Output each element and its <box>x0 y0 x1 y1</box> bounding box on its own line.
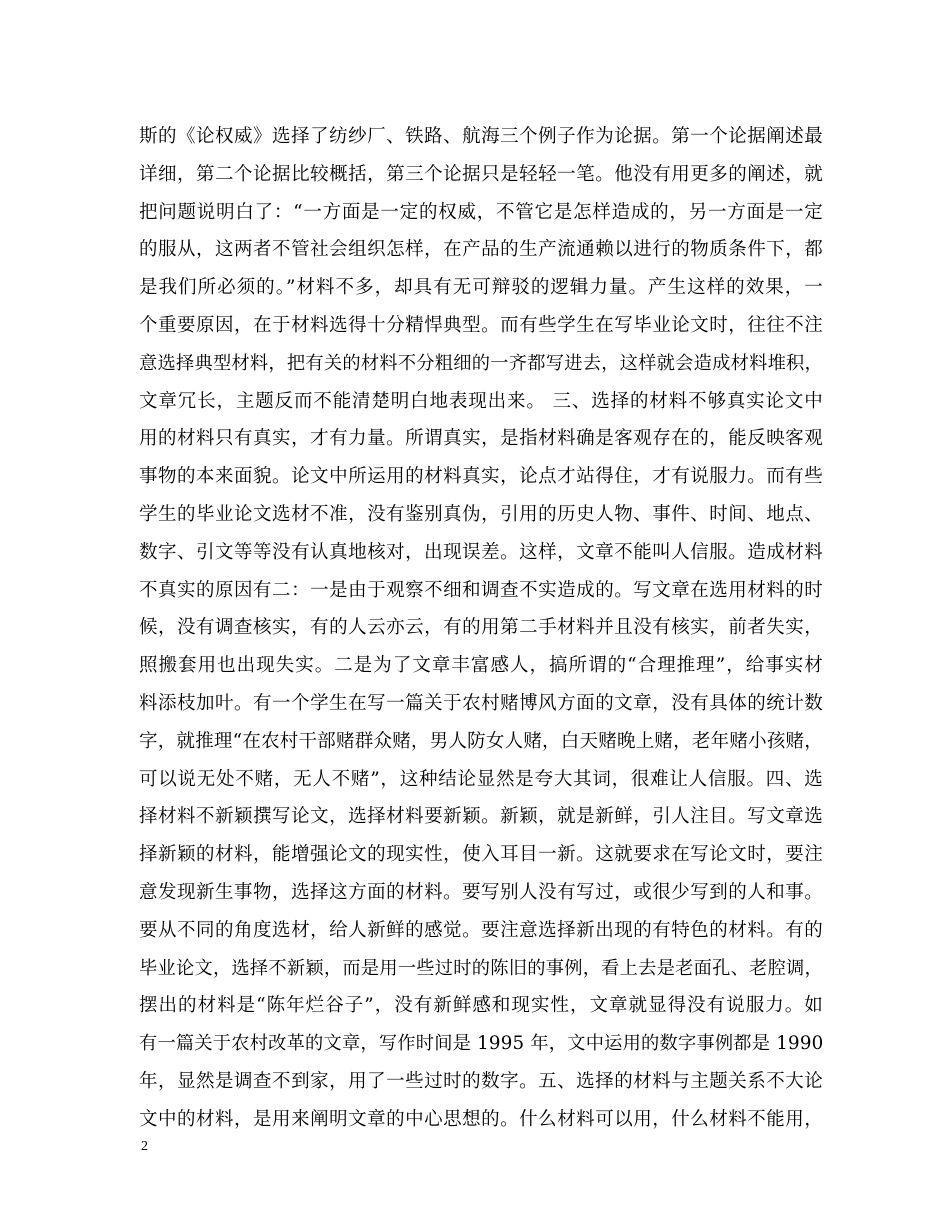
text-line: 文中的材料，是用来阐明文章的中心思想的。什么材料可以用，什么材料不能用， <box>139 1108 823 1130</box>
text-line: 文章冗长，主题反而不能清楚明白地表现出来。 三、选择的材料不够真实论文中 <box>139 390 823 412</box>
text-line: 学生的毕业论文选材不准，没有鉴别真伪，引用的历史人物、事件、时间、地点、 <box>139 503 823 525</box>
text-line: 意选择典型材料，把有关的材料不分粗细的一齐都写进去，这样就会造成材料堆积， <box>139 352 823 374</box>
text-line: 候，没有调查核实，有的人云亦云，有的用第二手材料并且没有核实，前者失实， <box>139 617 823 639</box>
text-line: 把问题说明白了：“一方面是一定的权威，不管它是怎样造成的，另一方面是一定 <box>139 201 823 223</box>
page-number: 2 <box>141 1139 148 1154</box>
text-line: 择新颖的材料，能增强论文的现实性，使入耳目一新。这就要求在写论文时，要注 <box>139 844 823 866</box>
text-line: 年，显然是调查不到家，用了一些过时的数字。五、选择的材料与主题关系不大论 <box>139 1070 823 1092</box>
text-line: 照搬套用也出现失实。二是为了文章丰富感人，搞所谓的“合理推理”，给事实材 <box>139 655 823 677</box>
text-line: 料添枝加叶。有一个学生在写一篇关于农村赌博风方面的文章，没有具体的统计数 <box>139 692 823 714</box>
text-line: 个重要原因，在于材料选得十分精悍典型。而有些学生在写毕业论文时，往往不注 <box>139 314 823 336</box>
text-line: 详细，第二个论据比较概括，第三个论据只是轻轻一笔。他没有用更多的阐述，就 <box>139 163 823 185</box>
text-line: 摆出的材料是“陈年烂谷子”，没有新鲜感和现实性，文章就显得没有说服力。如 <box>139 995 823 1017</box>
text-line: 数字、引文等等没有认真地核对，出现误差。这样，文章不能叫人信服。造成材料 <box>139 541 823 563</box>
text-line: 意发现新生事物，选择这方面的材料。要写别人没有写过，或很少写到的人和事。 <box>139 881 823 903</box>
text-line: 择材料不新颖撰写论文，选择材料要新颖。新颖，就是新鲜，引人注目。写文章选 <box>139 806 823 828</box>
text-line: 用的材料只有真实，才有力量。所谓真实，是指材料确是客观存在的，能反映客观 <box>139 428 823 450</box>
text-line: 不真实的原因有二：一是由于观察不细和调查不实造成的。写文章在选用材料的时 <box>139 579 823 601</box>
text-line: 的服从，这两者不管社会组织怎样，在产品的生产流通赖以进行的物质条件下，都 <box>139 239 823 261</box>
text-line: 是我们所必须的。”材料不多，却具有无可辩驳的逻辑力量。产生这样的效果，一 <box>139 277 823 299</box>
text-line: 有一篇关于农村改革的文章，写作时间是 1995 年，文中运用的数字事例都是 1990 <box>139 1033 824 1055</box>
text-line: 毕业论文，选择不新颖，而是用一些过时的陈旧的事例，看上去是老面孔、老腔调， <box>139 957 823 979</box>
text-line: 斯的《论权威》选择了纺纱厂、铁路、航海三个例子作为论据。第一个论据阐述最 <box>139 126 823 147</box>
body-text <box>139 118 823 1139</box>
text-line: 要从不同的角度选材，给人新鲜的感觉。要注意选择新出现的有特色的材料。有的 <box>139 919 823 941</box>
text-line: 字，就推理“在农村干部赌群众赌，男人防女人赌，白天赌晚上赌，老年赌小孩赌， <box>139 730 823 752</box>
text-line: 可以说无处不赌，无人不赌”，这种结论显然是夸大其词，很难让人信服。四、选 <box>139 768 823 790</box>
text-line: 事物的本来面貌。论文中所运用的材料真实，论点才站得住，才有说服力。而有些 <box>139 466 823 488</box>
